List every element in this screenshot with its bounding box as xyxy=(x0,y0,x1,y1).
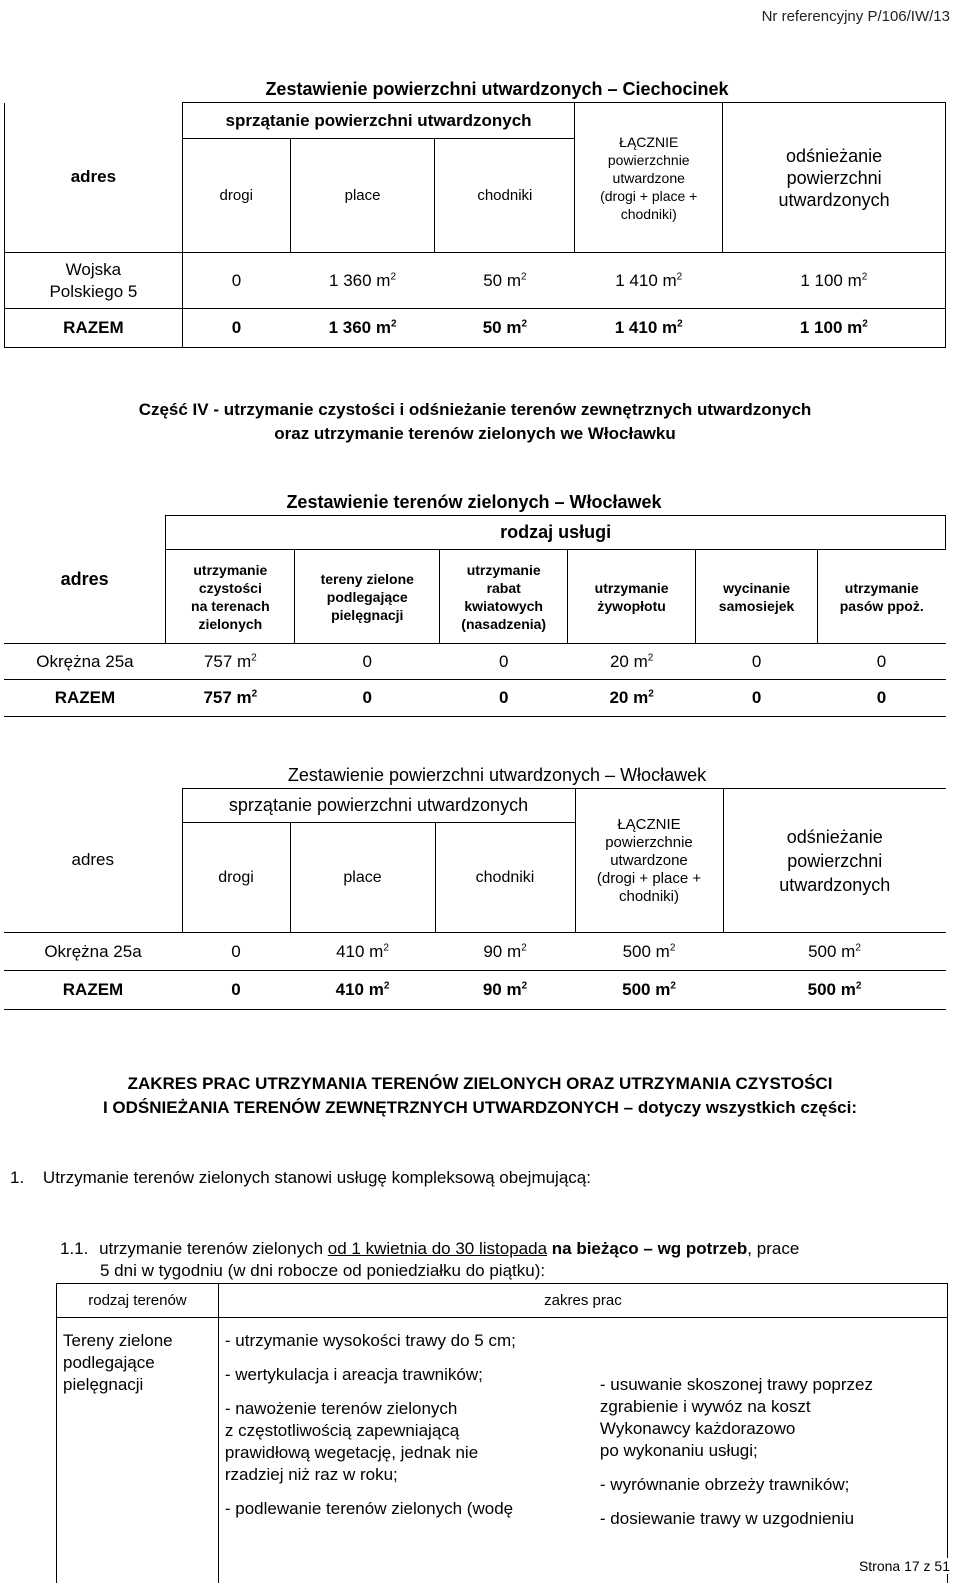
table2-row1-adres: Okrężna 25a xyxy=(4,644,166,680)
item-1-text: Utrzymanie terenów zielonych stanowi usługę kompleksową obejmującą: xyxy=(42,1168,591,1187)
table1-razem-label: RAZEM xyxy=(5,309,183,348)
table3-row1-adres: Okrężna 25a xyxy=(4,933,182,971)
table1-row1-chodniki: 50 $m^2$ xyxy=(435,253,575,309)
table2-razem-c4: 20 $m^2$ xyxy=(568,680,696,717)
table3-row1-drogi: 0 xyxy=(182,933,290,971)
table-row xyxy=(4,971,946,1010)
table2-razem-c3: 0 xyxy=(440,680,568,717)
table4-head-zakres: zakres prac xyxy=(218,1284,947,1318)
table1-row1-drogi: 0 xyxy=(182,253,290,309)
table3-title: Zestawienie powierzchni utwardzonych – Włocławek xyxy=(287,765,707,785)
table2-row1-c2: 0 xyxy=(295,644,440,680)
item-1-number: 1. xyxy=(10,1168,25,1187)
table-row xyxy=(4,680,946,717)
table3-col-odsniezanie: odśnieżanie powierzchni utwardzonych xyxy=(723,789,946,933)
table1-razem-drogi: 0 xyxy=(182,309,290,348)
table2-col-samosiejki: wycinanie samosiejek xyxy=(696,550,818,644)
table3-razem-odsniezanie: 500 $m^2$ xyxy=(723,971,946,1010)
item-1 xyxy=(10,1168,591,1188)
table1-col-chodniki: chodniki xyxy=(435,139,575,253)
table2-title: Zestawienie terenów zielonych – Włocławek xyxy=(286,492,662,512)
table2-col-czystosc: utrzymanie czystości na terenach zielonych xyxy=(166,550,295,644)
table2-row1-c6: 0 xyxy=(818,644,946,680)
table2-razem-c1: 757 $m^2$ xyxy=(166,680,295,717)
table2-razem-label: RAZEM xyxy=(4,680,166,717)
table3-row1-chodniki: 90 $m^2$ xyxy=(435,933,575,971)
table2-subtitle: rodzaj usługi xyxy=(166,516,946,550)
table2-col-pielegnacja: tereny zielone podlegające pielęgnacji xyxy=(295,550,440,644)
table3-row1-odsniezanie: 500 $m^2$ xyxy=(723,933,946,971)
part4-heading: Część IV - utrzymanie czystości i odśnieżanie terenów zewnętrznych utwardzonych oraz utrzymanie terenów zielonych we Włocławku xyxy=(138,400,812,443)
table1-row1-adres: Wojska Polskiego 5 xyxy=(5,253,183,309)
table1-col-lacznie: ŁĄCZNIE powierzchnie utwardzone (drogi + place + chodniki) xyxy=(575,103,723,253)
table1-col-drogi: drogi xyxy=(182,139,290,253)
table1-subtitle: sprzątanie powierzchni utwardzonych xyxy=(182,103,575,139)
table3-col-chodniki: chodniki xyxy=(435,823,575,933)
item-1-1: 1.1. utrzymanie terenów zielonych od 1 kwietnia do 30 listopada na bieżąco – wg potrzeb, prace 5 dni w tygodniu (w dni robocze od poniedziałku do piątku): xyxy=(60,1239,800,1280)
table-row xyxy=(4,933,946,971)
table-row xyxy=(5,253,946,309)
table4-zakres-col2: - usuwanie skoszonej trawy poprzez zgrabienie i wywóz na koszt Wykonawcy każdorazowo po wykonaniu usługi; - wyrównanie obrzeży trawników; - dosiewanie trawy w uzgodnieniu xyxy=(594,1318,948,1583)
table2-col-adres: adres xyxy=(4,516,166,644)
table3-razem-place: 410 $m^2$ xyxy=(290,971,435,1010)
table-zakres-prac xyxy=(56,1283,948,1583)
table-row xyxy=(4,644,946,680)
table2-razem-c2: 0 xyxy=(295,680,440,717)
table3-row1-place: 410 $m^2$ xyxy=(290,933,435,971)
table2-col-pasy: utrzymanie pasów ppoż. xyxy=(818,550,946,644)
table3-razem-label: RAZEM xyxy=(4,971,182,1010)
table-row xyxy=(5,309,946,348)
table3-col-place: place xyxy=(290,823,435,933)
table2-row1-c3: 0 xyxy=(440,644,568,680)
table2-row1-c5: 0 xyxy=(696,644,818,680)
page-number: Strona 17 z 51 xyxy=(855,1558,950,1574)
table1-col-place: place xyxy=(290,139,435,253)
table3-razem-lacznie: 500 $m^2$ xyxy=(575,971,723,1010)
table4-zakres-col1: - utrzymanie wysokości trawy do 5 cm; - wertykulacja i areacja trawników; - nawożenie terenów zielonych z częstotliwością zapewniającą prawidłową wegetację, jednak nie rzadziej niż raz w roku; - podlewanie terenów zielonych (wodę xyxy=(218,1318,594,1583)
table1-razem-lacznie: 1 410 $m^2$ xyxy=(575,309,723,348)
table4-rodzaj: Tereny zielone podlegające pielęgnacji xyxy=(57,1318,219,1583)
table1-razem-chodniki: 50 $m^2$ xyxy=(435,309,575,348)
table2-razem-c6: 0 xyxy=(818,680,946,717)
table2-row1-c1: 757 $m^2$ xyxy=(166,644,295,680)
table1-razem-place: 1 360 $m^2$ xyxy=(290,309,435,348)
table2-col-rabaty: utrzymanie rabat kwiatowych (nasadzenia) xyxy=(440,550,568,644)
table2-col-zywoplot: utrzymanie żywopłotu xyxy=(568,550,696,644)
zakres-heading: ZAKRES PRAC UTRZYMANIA TERENÓW ZIELONYCH ORAZ UTRZYMANIA CZYSTOŚCI I ODŚNIEŻANIA TERENÓW ZEWNĘTRZNYCH UTWARDZONYCH – dotyczy wszystkich części: xyxy=(102,1074,858,1117)
table3-razem-drogi: 0 xyxy=(182,971,290,1010)
table1-title: Zestawienie powierzchni utwardzonych – Ciechocinek xyxy=(265,79,729,99)
table1-col-odsniezanie: odśnieżanie powierzchni utwardzonych xyxy=(723,103,946,253)
table1-col-adres: adres xyxy=(5,103,183,253)
table1-row1-odsniezanie: 1 100 $m^2$ xyxy=(723,253,946,309)
table3-subtitle: sprzątanie powierzchni utwardzonych xyxy=(182,789,575,823)
table1-razem-odsniezanie: 1 100 $m^2$ xyxy=(723,309,946,348)
table3-row1-lacznie: 500 $m^2$ xyxy=(575,933,723,971)
table1-row1-place: 1 360 $m^2$ xyxy=(290,253,435,309)
table3-col-adres: adres xyxy=(4,789,182,933)
table3-col-lacznie: ŁĄCZNIE powierzchnie utwardzone (drogi + place + chodniki) xyxy=(575,789,723,933)
table4-head-rodzaj: rodzaj terenów xyxy=(57,1284,219,1318)
table3-razem-chodniki: 90 $m^2$ xyxy=(435,971,575,1010)
table1-row1-lacznie: 1 410 $m^2$ xyxy=(575,253,723,309)
reference-number: Nr referencyjny P/106/IW/13 xyxy=(761,8,950,25)
table2-row1-c4: 20 $m^2$ xyxy=(568,644,696,680)
table2-razem-c5: 0 xyxy=(696,680,818,717)
table3-col-drogi: drogi xyxy=(182,823,290,933)
